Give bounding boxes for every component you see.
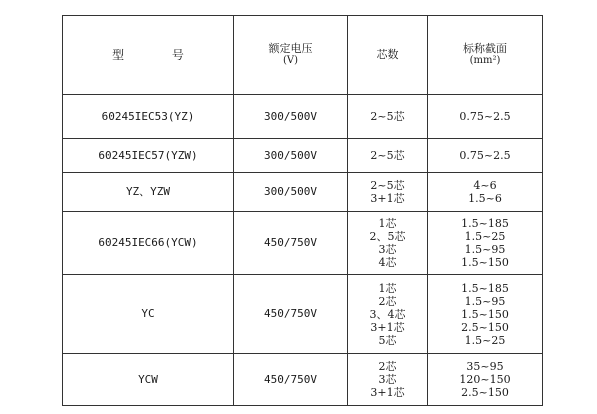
header-voltage-label: 额定电压 — [268, 42, 313, 55]
table-row — [63, 354, 543, 406]
header-model-label: 型 号 — [112, 47, 206, 62]
cores-cell — [348, 212, 428, 275]
table-row — [63, 275, 543, 354]
voltage-cell: 300/500V — [234, 139, 348, 173]
cores-value: 2芯 — [378, 294, 397, 308]
voltage-cell: 450/750V — [234, 275, 348, 354]
cores-value: 2、5芯 — [369, 230, 406, 243]
header-voltage-unit: (V) — [282, 55, 299, 66]
section-value: 4~6 — [473, 179, 497, 192]
header-cross-section-unit: (mm²) — [469, 55, 501, 66]
header-cross-section-label: 标称截面 — [463, 42, 507, 55]
cores-value: 2~5芯 — [370, 149, 405, 162]
section-cell — [428, 139, 543, 173]
section-value: 35~95 — [466, 360, 504, 373]
cable-spec-table — [62, 15, 543, 406]
cores-cell — [348, 275, 428, 354]
cores-cell — [348, 95, 428, 139]
section-value: 0.75~2.5 — [459, 110, 511, 123]
section-value: 1.5~6 — [468, 192, 502, 205]
section-value: 1.5~150 — [461, 256, 509, 269]
cores-value: 3+1芯 — [370, 192, 405, 205]
table-row — [63, 139, 543, 173]
section-value: 0.75~2.5 — [459, 149, 511, 162]
section-cell — [428, 95, 543, 139]
model-cell: YZ、YZW — [63, 173, 234, 212]
section-value: 1.5~150 — [461, 307, 509, 321]
header-model — [63, 16, 234, 95]
table-row — [63, 173, 543, 212]
section-cell — [428, 173, 543, 212]
section-value: 1.5~185 — [461, 217, 509, 230]
model-cell: YCW — [63, 354, 234, 406]
cores-value: 3芯 — [378, 243, 397, 256]
cores-value: 3芯 — [378, 373, 397, 386]
section-value: 1.5~95 — [464, 243, 506, 256]
header-cross-section — [428, 16, 543, 95]
cores-value: 3+1芯 — [370, 386, 405, 399]
header-voltage — [234, 16, 348, 95]
section-cell — [428, 354, 543, 406]
section-value: 1.5~185 — [461, 281, 509, 295]
section-value: 2.5~150 — [461, 386, 509, 399]
voltage-cell: 300/500V — [234, 173, 348, 212]
cores-value: 5芯 — [378, 333, 397, 347]
cores-value: 3+1芯 — [370, 320, 405, 334]
cores-value: 1芯 — [378, 217, 397, 230]
table-row — [63, 212, 543, 275]
section-cell — [428, 275, 543, 354]
cores-value: 1芯 — [378, 281, 397, 295]
model-cell: 60245IEC66(YCW) — [63, 212, 234, 275]
cores-cell — [348, 354, 428, 406]
section-value: 1.5~25 — [464, 230, 506, 243]
cores-cell — [348, 139, 428, 173]
section-value: 2.5~150 — [461, 320, 509, 334]
section-value: 1.5~95 — [464, 294, 506, 308]
cores-value: 2~5芯 — [370, 179, 405, 192]
header-cores — [348, 16, 428, 95]
model-cell: 60245IEC53(YZ) — [63, 95, 234, 139]
cores-value: 2~5芯 — [370, 110, 405, 123]
header-cores-label: 芯数 — [376, 48, 399, 61]
model-cell: 60245IEC57(YZW) — [63, 139, 234, 173]
model-cell: YC — [63, 275, 234, 354]
cores-value: 4芯 — [378, 256, 397, 269]
voltage-cell: 450/750V — [234, 354, 348, 406]
cores-cell — [348, 173, 428, 212]
section-cell — [428, 212, 543, 275]
cores-value: 3、4芯 — [369, 307, 406, 321]
voltage-cell: 450/750V — [234, 212, 348, 275]
cores-value: 2芯 — [378, 360, 397, 373]
section-value: 120~150 — [459, 373, 511, 386]
section-value: 1.5~25 — [464, 333, 506, 347]
voltage-cell: 300/500V — [234, 95, 348, 139]
table-row — [63, 95, 543, 139]
table-header-row — [63, 16, 543, 95]
